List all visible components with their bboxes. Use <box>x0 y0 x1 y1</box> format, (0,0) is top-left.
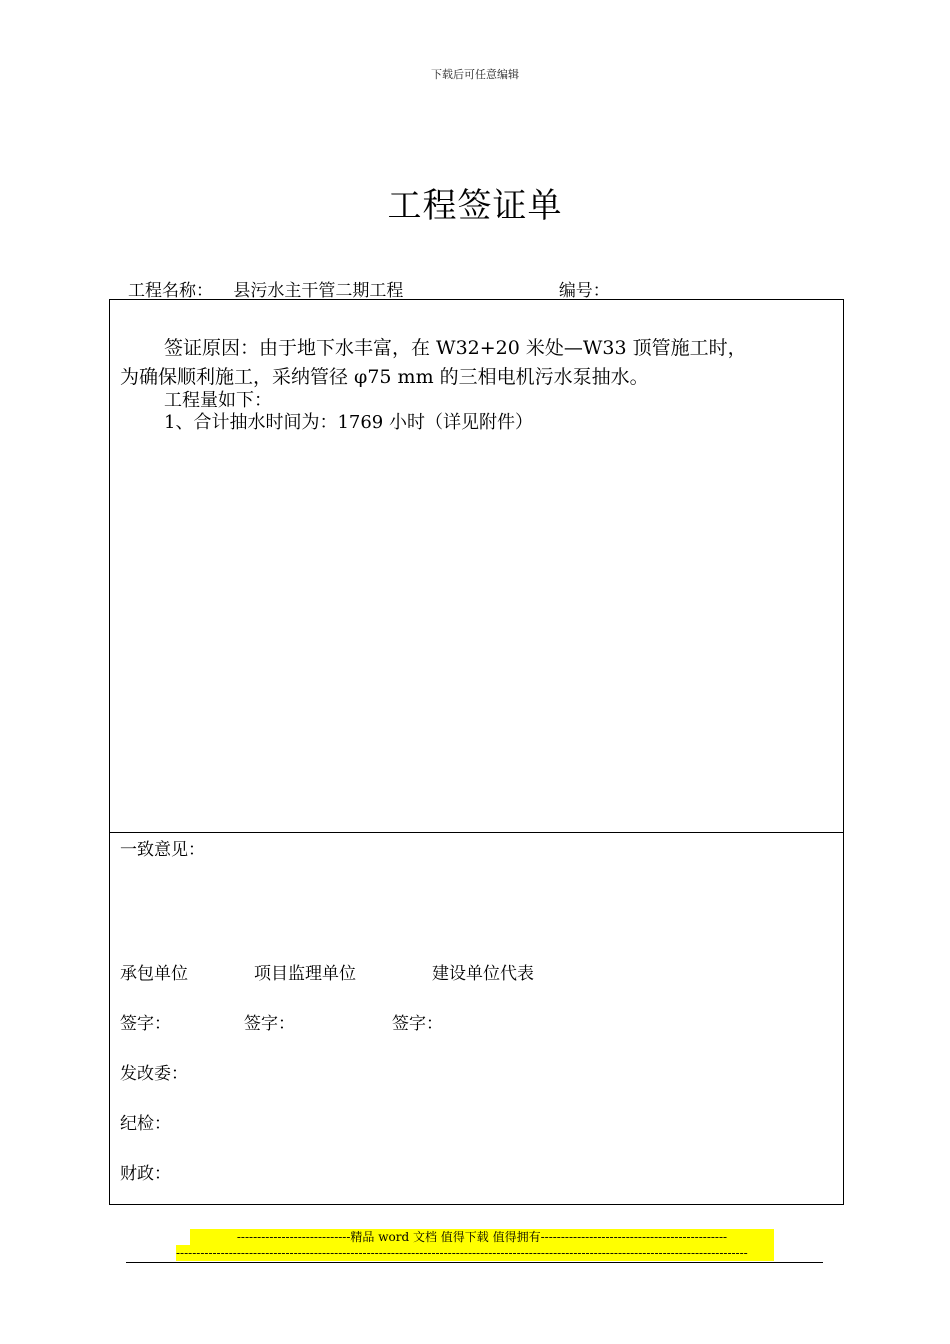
reason-line-2: 为确保顺利施工，采纳管径 φ75 mm 的三相电机污水泵抽水。 <box>120 366 649 388</box>
quantity-heading: 工程量如下： <box>164 390 272 411</box>
discipline-inspection-label: 纪检： <box>120 1114 171 1134</box>
section-divider <box>110 832 843 833</box>
meta-row <box>128 276 610 301</box>
supervisor-label: 项目监理单位 <box>254 964 356 984</box>
footer-rule <box>126 1262 823 1263</box>
quantity-item-1: 1、合计抽水时间为：1769 小时（详见附件） <box>164 412 533 433</box>
signature-row <box>120 1009 443 1034</box>
owner-label: 建设单位代表 <box>432 964 534 984</box>
project-name-label: 工程名称： <box>128 281 213 301</box>
contractor-label: 承包单位 <box>120 964 188 984</box>
footer-banner-bottom: --------------------------------------------------------------------------------------------------------------------------------------------- <box>176 1245 774 1261</box>
reason-line-1: 签证原因：由于地下水丰富，在 W32+20 米处—W33 顶管施工时， <box>164 337 747 359</box>
owner-signature-label: 签字： <box>392 1014 443 1034</box>
contractor-signature-label: 签字： <box>120 1014 171 1034</box>
opinion-label: 一致意见： <box>120 840 205 860</box>
finance-label: 财政： <box>120 1164 171 1184</box>
footer-banner-top: ----------------------------精品 word 文档 值得下载 值得拥有---------------------------------------------- <box>190 1229 774 1245</box>
supervisor-signature-label: 签字： <box>244 1014 295 1034</box>
page-title: 工程签证单 <box>387 186 563 226</box>
footer-banner <box>176 1229 774 1261</box>
serial-number-label: 编号： <box>558 281 610 301</box>
form-table <box>109 299 844 1205</box>
reform-commission-label: 发改委： <box>120 1064 188 1084</box>
party-row <box>120 959 534 984</box>
project-name-value: 县污水主干管二期工程 <box>233 281 404 301</box>
header-note: 下载后可任意编辑 <box>431 68 519 81</box>
reason-section <box>120 336 832 434</box>
